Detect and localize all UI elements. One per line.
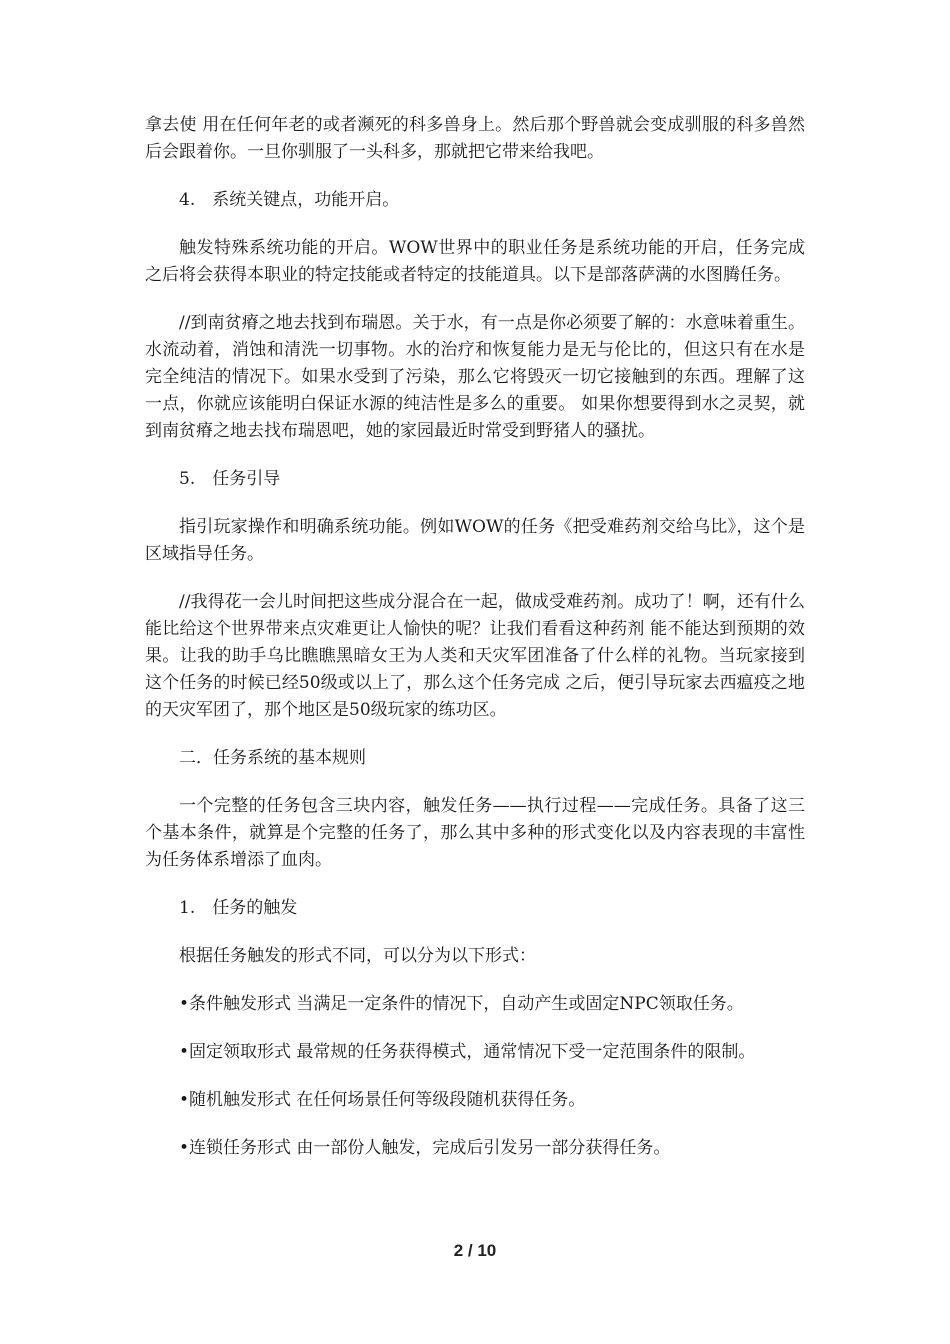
paragraph-4: //到南贫瘠之地去找到布瑞恩。关于水，有一点是你必须要了解的：水意味着重生。水流动着，消蚀和清洗一切事物。水的治疗和恢复能力是无与伦比的，但这只有在水是完全纯洁的情况下。如果水受到了污染，那么它将毁灭一切它接触到的东西。理解了这一点，你就应该能明白保证水源的纯洁性是多么的重要。 如果你想要得到水之灵契，就到南贫瘠之地去找布瑞恩吧，她的家园最近时常受到野猪人的骚扰。: [145, 313, 805, 441]
paragraph-7: //我得花一会儿时间把这些成分混合在一起，做成受难药剂。成功了！啊，还有什么能比给这个世界带来点灾难更让人愉快的呢？让我们看看这种药剂 能不能达到预期的效果。让我的助手乌比瞧瞧黑暗女王为人类和天灾军团准备了什么样的礼物。当玩家接到这个任务的时候已经50级或以上了，那么这个任务完成 之后，便引导玩家去西瘟疫之地的天灾军团了，那个地区是50级玩家的练功区。: [145, 592, 805, 720]
paragraph-3: 触发特殊系统功能的开启。WOW世界中的职业任务是系统功能的开启，任务完成之后将会获得本职业的特定技能或者特定的技能道具。以下是部落萨满的水图腾任务。: [145, 238, 805, 285]
heading-system-key-point: 4. 系统关键点，功能开启。: [179, 190, 400, 210]
page-number: 2 / 10: [453, 1241, 497, 1260]
list-item-fixed-pickup: •固定领取形式 最常规的任务获得模式，通常情况下受一定范围条件的限制。: [179, 1042, 756, 1062]
paragraph-11: 根据任务触发的形式不同，可以分为以下形式：: [179, 946, 536, 966]
heading-quest-guide: 5. 任务引导: [179, 469, 281, 489]
heading-basic-rules: 二．任务系统的基本规则: [179, 748, 366, 768]
heading-quest-trigger: 1. 任务的触发: [179, 898, 298, 918]
list-item-random-trigger: •随机触发形式 在任何场景任何等级段随机获得任务。: [179, 1090, 586, 1110]
list-item-condition-trigger: •条件触发形式 当满足一定条件的情况下，自动产生或固定NPC领取任务。: [179, 994, 744, 1014]
paragraph-6: 指引玩家操作和明确系统功能。例如WOW的任务《把受难药剂交给乌比》，这个是区域指导任务。: [145, 517, 805, 564]
paragraph-1: 拿去使 用在任何年老的或者濒死的科多兽身上。然后那个野兽就会变成驯服的科多兽然后会跟着你。一旦你驯服了一头科多，那就把它带来给我吧。: [145, 115, 805, 162]
document-body: [145, 112, 805, 1183]
list-item-chain-quest: •连锁任务形式 由一部份人触发，完成后引发另一部分获得任务。: [179, 1138, 671, 1158]
paragraph-9: 一个完整的任务包含三块内容，触发任务——执行过程——完成任务。具备了这三个基本条件，就算是个完整的任务了，那么其中多种的形式变化以及内容表现的丰富性为任务体系增添了血肉。: [145, 796, 805, 870]
